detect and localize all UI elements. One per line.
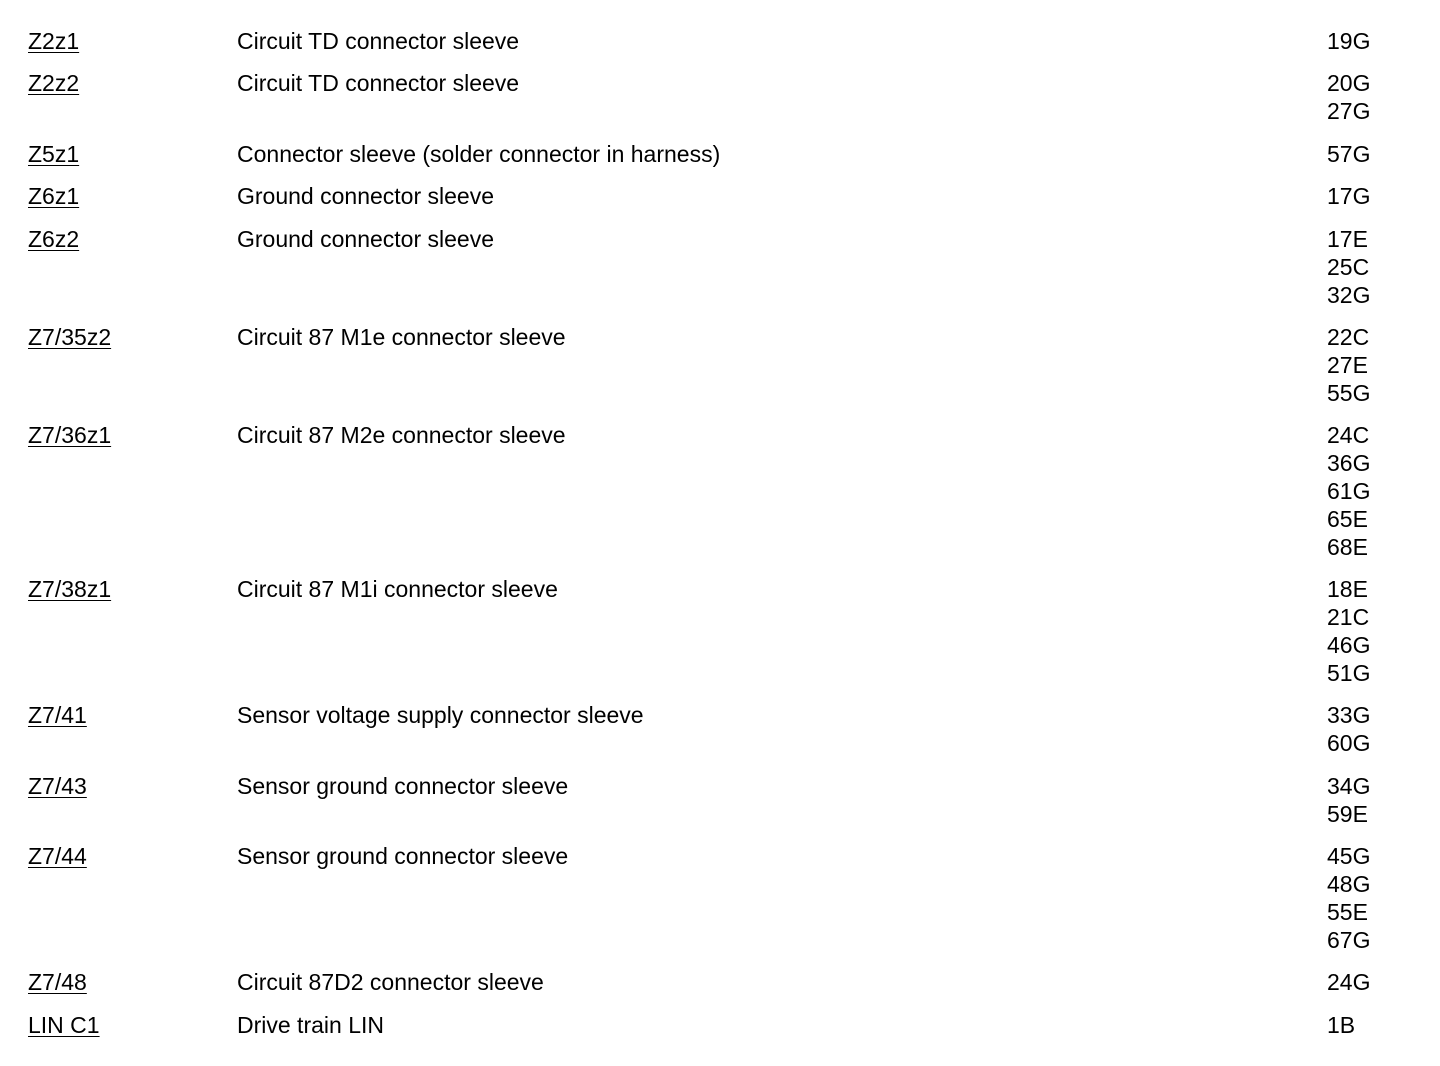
component-code-link[interactable]: LIN C1 (28, 1012, 100, 1038)
grid-location: 51G (1327, 660, 1371, 686)
grid-location: 33G (1327, 702, 1371, 728)
grid-location: 19G (1327, 28, 1371, 54)
component-code-link[interactable]: Z2z1 (28, 28, 80, 54)
grid-location-list (1327, 421, 1427, 561)
grid-location: 27E (1327, 352, 1368, 378)
component-code-link[interactable]: Z7/35z2 (28, 324, 112, 350)
grid-location-list (1327, 701, 1427, 757)
grid-location: 24C (1327, 422, 1370, 448)
grid-location: 65E (1327, 506, 1368, 532)
grid-location: 46G (1327, 632, 1371, 658)
grid-location: 48G (1327, 871, 1371, 897)
component-code-link[interactable]: Z7/44 (28, 843, 87, 869)
component-code-link[interactable]: Z5z1 (28, 141, 80, 167)
component-code-link[interactable]: Z7/43 (28, 773, 87, 799)
grid-location: 27G (1327, 98, 1371, 124)
component-description: Circuit 87 M2e connector sleeve (237, 422, 566, 448)
grid-location-list (1327, 323, 1427, 407)
component-description: Ground connector sleeve (237, 183, 494, 209)
component-code-link[interactable]: Z7/38z1 (28, 576, 112, 602)
grid-location: 17E (1327, 226, 1368, 252)
grid-location: 34G (1327, 773, 1371, 799)
grid-location: 67G (1327, 927, 1371, 953)
component-description: Sensor voltage supply connector sleeve (237, 702, 644, 728)
component-code-link[interactable]: Z6z2 (28, 226, 80, 252)
component-code-link[interactable]: Z6z1 (28, 183, 80, 209)
component-code-link[interactable]: Z7/48 (28, 969, 87, 995)
grid-location: 45G (1327, 843, 1371, 869)
grid-location-list (1327, 27, 1427, 55)
grid-location-list (1327, 772, 1427, 828)
grid-location-list (1327, 968, 1427, 996)
component-code-link[interactable]: Z2z2 (28, 70, 80, 96)
grid-location: 61G (1327, 478, 1371, 504)
grid-location: 60G (1327, 730, 1371, 756)
grid-location: 36G (1327, 450, 1371, 476)
grid-location-list (1327, 182, 1427, 210)
component-description: Drive train LIN (237, 1012, 384, 1038)
grid-location-list (1327, 225, 1427, 309)
grid-location-list (1327, 69, 1427, 125)
grid-location: 21C (1327, 604, 1370, 630)
grid-location: 24G (1327, 969, 1371, 995)
component-description: Sensor ground connector sleeve (237, 773, 569, 799)
component-description: Circuit 87 M1i connector sleeve (237, 576, 558, 602)
component-code-link[interactable]: Z7/41 (28, 702, 87, 728)
component-description: Ground connector sleeve (237, 226, 494, 252)
component-description: Circuit 87D2 connector sleeve (237, 969, 544, 995)
grid-location: 55G (1327, 380, 1371, 406)
component-description: Sensor ground connector sleeve (237, 843, 569, 869)
grid-location: 20G (1327, 70, 1371, 96)
grid-location: 22C (1327, 324, 1370, 350)
grid-location-list (1327, 1011, 1427, 1039)
grid-location: 25C (1327, 254, 1370, 280)
grid-location: 57G (1327, 141, 1371, 167)
grid-location: 17G (1327, 183, 1371, 209)
grid-location: 55E (1327, 899, 1368, 925)
grid-location: 32G (1327, 282, 1371, 308)
grid-location-list (1327, 842, 1427, 954)
component-code-link[interactable]: Z7/36z1 (28, 422, 112, 448)
grid-location: 59E (1327, 801, 1368, 827)
grid-location-list (1327, 575, 1427, 687)
component-description: Circuit 87 M1e connector sleeve (237, 324, 566, 350)
component-description: Circuit TD connector sleeve (237, 70, 520, 96)
grid-location: 68E (1327, 534, 1368, 560)
grid-location: 18E (1327, 576, 1368, 602)
grid-location: 1B (1327, 1012, 1356, 1038)
component-description: Connector sleeve (solder connector in harness) (237, 141, 721, 167)
grid-location-list (1327, 140, 1427, 168)
component-description: Circuit TD connector sleeve (237, 28, 520, 54)
